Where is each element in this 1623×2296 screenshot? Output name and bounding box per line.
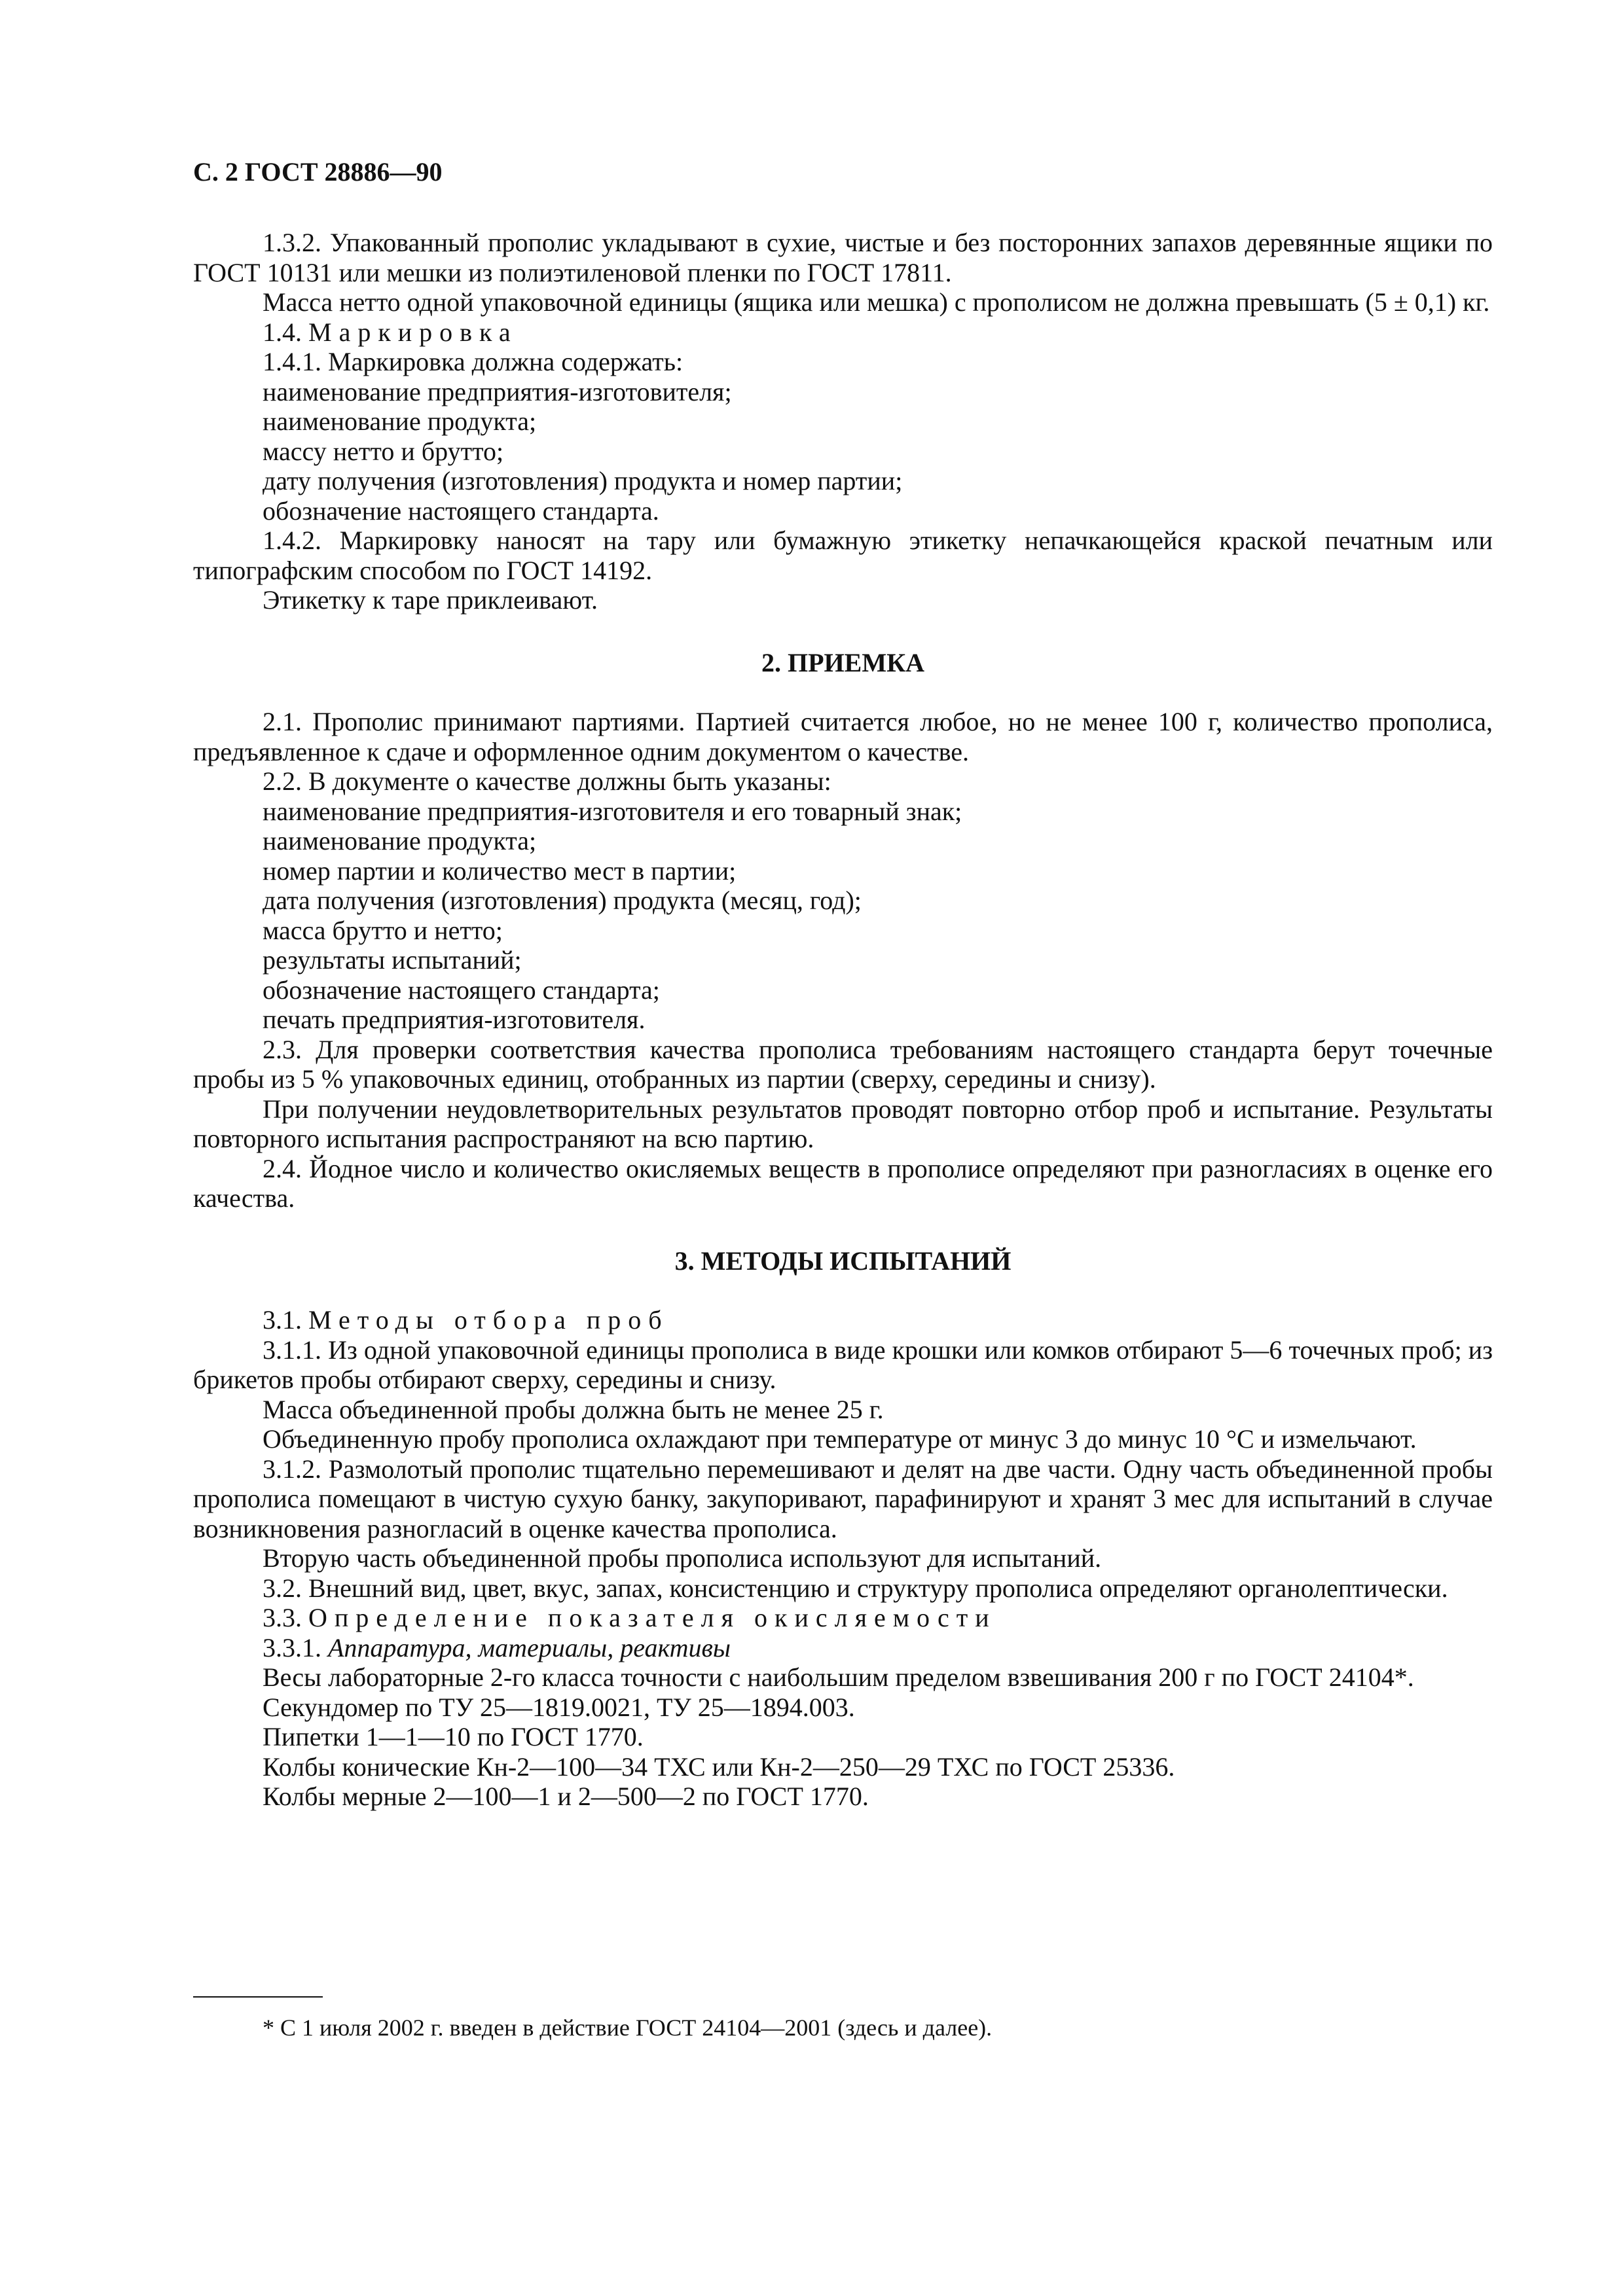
subsection-title: Методы отбора проб	[308, 1305, 669, 1335]
paragraph-3-2: 3.2. Внешний вид, цвет, вкус, запах, консистенцию и структуру прополиса определяют органолептически.	[263, 1573, 1448, 1603]
subsection-number: 3.1.	[263, 1305, 302, 1335]
list-item: наименование продукта;	[263, 406, 537, 436]
paragraph-2-3: 2.3. Для проверки соответствия качества прополиса требованиям настоящего стандарта берут точечные пробы из 5 % упаковочных единиц, отобранных из партии (сверху, середины и снизу).	[193, 1034, 1493, 1094]
paragraph-second-part: Вторую часть объединенной пробы прополиса используют для испытаний.	[263, 1543, 1102, 1573]
section-heading-3: 3. МЕТОДЫ ИСПЫТАНИЙ	[674, 1246, 1012, 1276]
list-item: наименование предприятия-изготовителя;	[263, 376, 732, 406]
list-item: наименование продукта;	[263, 826, 537, 855]
running-head: С. 2 ГОСТ 28886—90	[193, 157, 443, 187]
list-item: номер партии и количество мест в партии;	[263, 855, 737, 886]
paragraph-3-1-1: 3.1.1. Из одной упаковочной единицы прополиса в виде крошки или комков отбирают 5—6 точечных проб; из брикетов пробы отбирают сверху, середины и снизу.	[193, 1335, 1493, 1394]
paragraph-scales: Весы лабораторные 2-го класса точности с наибольшим пределом взвешивания 200 г по ГОСТ 24104*.	[263, 1662, 1414, 1692]
list-item: результаты испытаний;	[263, 945, 522, 975]
footnote-rule	[193, 1996, 323, 1998]
paragraph-sample-mass: Масса объединенной пробы должна быть не менее 25 г.	[263, 1394, 884, 1424]
list-item: массу нетто и брутто;	[263, 436, 504, 466]
paragraph-1-3-2: 1.3.2. Упакованный прополис укладывают в сухие, чистые и без посторонних запахов деревянные ящики по ГОСТ 10131 или мешки из полиэтиленовой пленки по ГОСТ 17811.	[193, 228, 1493, 287]
list-item: дата получения (изготовления) продукта (месяц, год);	[263, 886, 862, 915]
paragraph-pipettes: Пипетки 1—1—10 по ГОСТ 1770.	[263, 1722, 644, 1751]
list-item: масса брутто и нетто;	[263, 915, 503, 945]
footnote: * С 1 июля 2002 г. введен в действие ГОСТ 24104—2001 (здесь и далее).	[263, 2015, 993, 2041]
subsection-title: Аппаратура, материалы, реактивы	[328, 1632, 731, 1662]
list-item: обозначение настоящего стандарта;	[263, 975, 660, 1005]
subsection-title: Определение показателя окисляемости	[308, 1603, 996, 1632]
paragraph-volumetric-flasks: Колбы мерные 2—100—1 и 2—500—2 по ГОСТ 1770.	[263, 1782, 869, 1811]
document-body	[193, 228, 1493, 1812]
paragraph-3-1-2: 3.1.2. Размолотый прополис тщательно перемешивают и делят на две части. Одну часть объединенной пробы прополиса помещают в чистую сухую банку, закупоривают, парафинируют и хранят 3 мес для испытаний в случае возникновения разногласий в оценке качества прополиса.	[193, 1454, 1493, 1543]
paragraph-1-4-1: 1.4.1. Маркировка должна содержать:	[263, 347, 684, 376]
paragraph-1-4-2: 1.4.2. Маркировку наносят на тару или бумажную этикетку непачкающейся краской печатным или типографским способом по ГОСТ 14192.	[193, 526, 1493, 585]
paragraph-2-2: 2.2. В документе о качестве должны быть указаны:	[263, 766, 831, 796]
subsection-heading-3-3	[193, 1603, 1493, 1633]
paragraph-cooling: Объединенную пробу прополиса охлаждают при температуре от минус 3 до минус 10 °С и измельчают.	[263, 1424, 1417, 1454]
subsection-heading-3-3-1	[193, 1633, 1493, 1663]
list-item: печать предприятия-изготовителя.	[263, 1005, 646, 1034]
section-heading-2: 2. ПРИЕМКА	[761, 647, 924, 677]
subsection-number: 1.4.	[263, 317, 302, 347]
subsection-number: 3.3.	[263, 1603, 302, 1632]
paragraph-retest: При получении неудовлетворительных результатов проводят повторно отбор проб и испытание. Результаты повторного испытания распространяют на всю партию.	[193, 1094, 1493, 1153]
subsection-title: Маркировка	[308, 317, 518, 347]
paragraph-2-4: 2.4. Йодное число и количество окисляемых веществ в прополисе определяют при разногласиях в оценке его качества.	[193, 1153, 1493, 1213]
paragraph-2-1: 2.1. Прополис принимают партиями. Партией считается любое, но не менее 100 г, количество прополиса, предъявленное к сдаче и оформленное одним документом о качестве.	[193, 707, 1493, 766]
list-item: обозначение настоящего стандарта.	[263, 495, 659, 526]
paragraph-net-mass: Масса нетто одной упаковочной единицы (ящика или мешка) с прополисом не должна превышать (5 ± 0,1) кг.	[263, 287, 1490, 317]
paragraph-conical-flasks: Колбы конические Кн-2—100—34 ТХС или Кн-2—250—29 ТХС по ГОСТ 25336.	[263, 1751, 1175, 1782]
list-item: наименование предприятия-изготовителя и его товарный знак;	[263, 796, 962, 826]
paragraph-stopwatch: Секундомер по ТУ 25—1819.0021, ТУ 25—1894.003.	[263, 1692, 855, 1722]
list-item: дату получения (изготовления) продукта и номер партии;	[263, 466, 903, 495]
subsection-heading-3-1	[193, 1305, 1493, 1335]
subsection-number: 3.3.1.	[263, 1632, 321, 1662]
paragraph-label: Этикетку к таре приклеивают.	[263, 585, 598, 615]
subsection-heading-1-4	[193, 317, 1493, 348]
